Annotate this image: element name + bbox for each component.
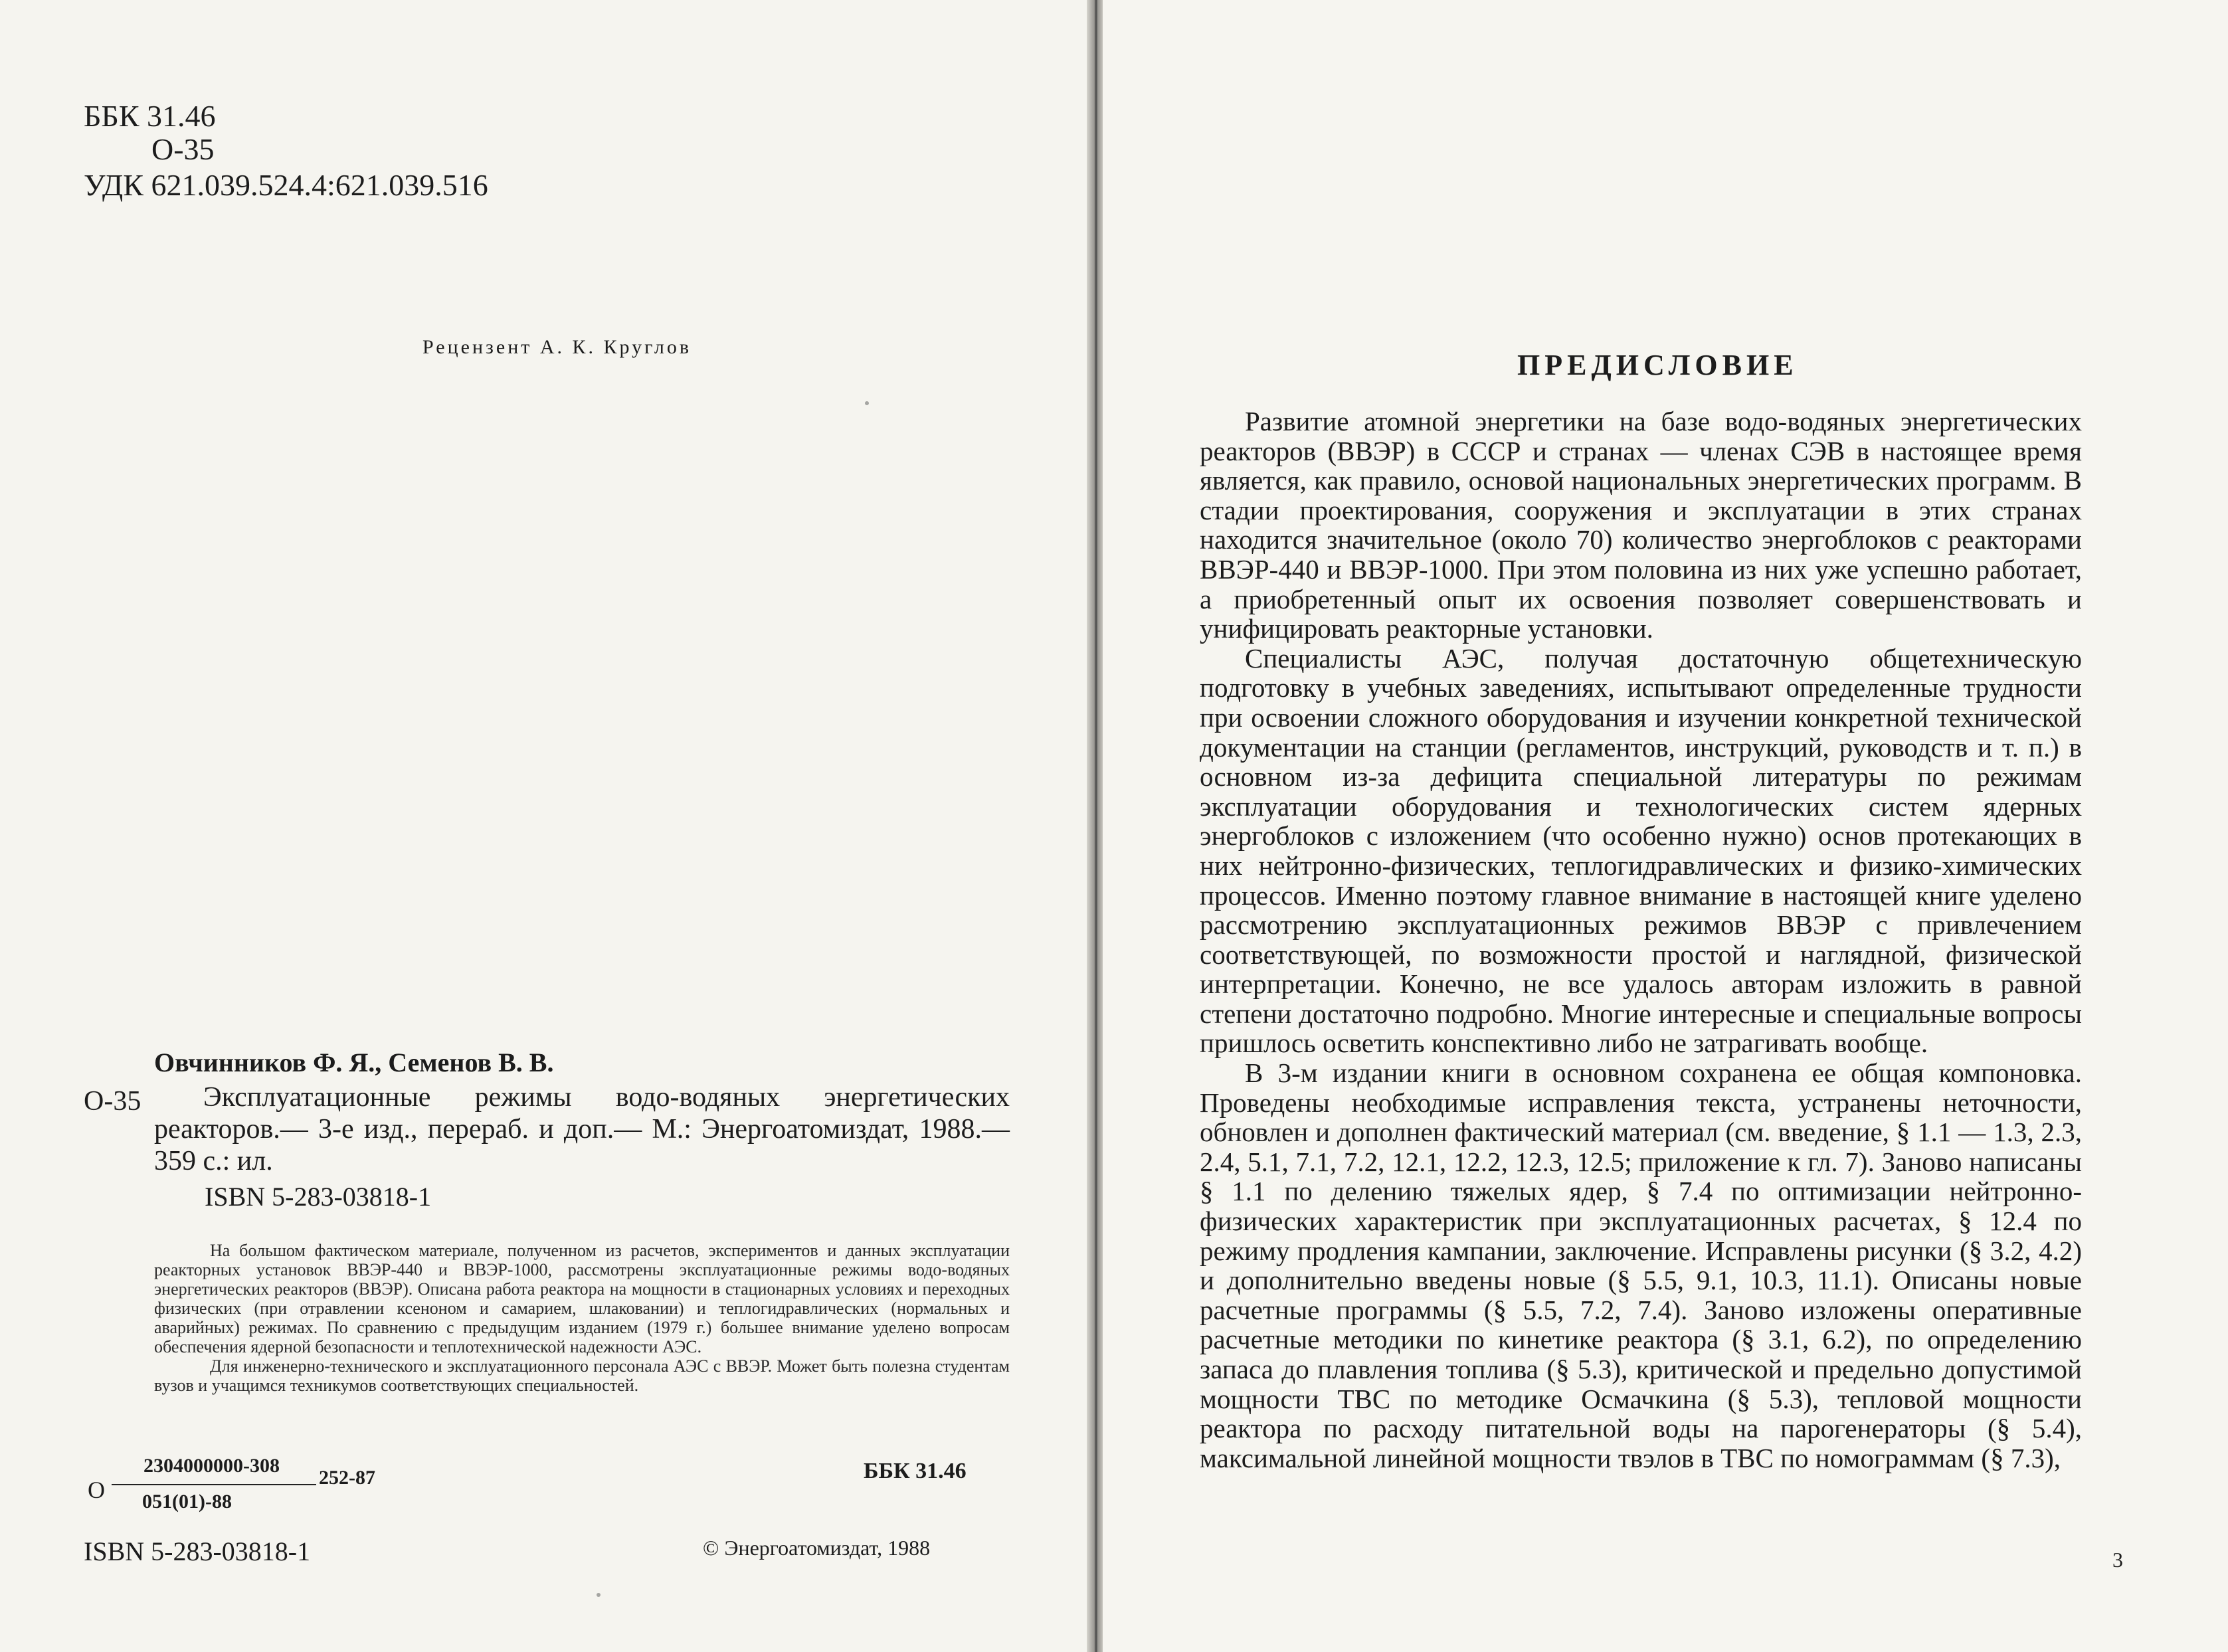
annotation — [154, 1241, 1010, 1395]
preface-paragraph: Развитие атомной энергетики на базе водо-водяных энергетических реакторов (ВВЭР) в СССР и странах — членах СЭВ в настоящее время является, как правило, основой национальных энергетических программ. В стадии проектирования, сооружения и эксплуатации в этих странах находится значительное (около 70) количество энергоблоков с реакторами ВВЭР-440 и ВВЭР-1000. При этом половина из них уже успешно работает, а приобретенный опыт их освоения позволяет совершенствовать и унифицировать реакторные установки. — [1200, 406, 2082, 644]
reviewer-line: Рецензент А. К. Круглов — [422, 336, 692, 358]
page-number: 3 — [2112, 1548, 2123, 1572]
paper-speck — [865, 401, 869, 405]
annotation-paragraph: На большом фактическом материале, полученном из расчетов, экспериментов и данных эксплуатации реакторных установок ВВЭР-440 и ВВЭР-1000, рассмотрены эксплуатационные режимы водо-водяных энергетических реакторов (ВВЭР). Описана работа реактора на мощности в стационарных условиях и переходных физических (при отравлении ксеноном и самарием, шлаковании) и теплогидравлических (нормальных и аварийных) режимах. По сравнению с предыдущим изданием (1979 г.) большее внимание уделено вопросам обеспечения ядерной безопасности и теплотехнической надежности АЭС. — [154, 1241, 1010, 1356]
right-page — [1103, 0, 2228, 1652]
bbk-code: ББК 31.46 — [84, 99, 216, 133]
author-sign-code: О-35 — [151, 132, 215, 166]
udk-code: УДК 621.039.524.4:621.039.516 — [84, 168, 488, 202]
isbn-bottom: ISBN 5-283-03818-1 — [84, 1536, 311, 1566]
authors: Овчинников Ф. Я., Семенов В. В. — [154, 1048, 554, 1077]
copyright: © Энергоатомиздат, 1988 — [703, 1536, 931, 1560]
publisher-code-right: 252-87 — [319, 1467, 375, 1489]
fraction-line — [112, 1484, 316, 1485]
publisher-code-letter: О — [88, 1477, 105, 1503]
preface-body — [1200, 407, 2082, 1473]
preface-paragraph: В 3-м издании книги в основном сохранена ее общая компоновка. Проведены необходимые исправления текста, устранены неточности, обновлен и дополнен фактический материал (см. введение, § 1.1 — 1.3, 2.3, 2.4, 5.1, 7.1, 7.2, 12.1, 12.2, 12.3, 12.5; приложение к гл. 7). Заново написаны § 1.1 по делению тяжелых ядер, § 7.4 по оптимизации нейтронно-физических характеристик при эксплуатационных расчетах, § 12.4 по режиму продления кампании, заключение. Исправлены рисунки (§ 3.2, 4.2) и дополнительно введены новые (§ 5.5, 9.1, 10.3, 11.1). Описаны новые расчетные программы (§ 5.5, 7.2, 7.4). Заново изложены оперативные расчетные методики по кинетике реактора (§ 3.1, 6.2), по определению запаса до плавления топлива (§ 5.3), критической и предельно допустимой мощности ТВС по методике Осмачкина (§ 5.3), тепловой мощности реактора по расходу питательной воды на парогенераторы (§ 5.4), максимальной линейной мощности твэлов в ТВС по номограммам (§ 7.3), — [1200, 1057, 2082, 1473]
publisher-code-numerator: 2304000000-308 — [143, 1455, 280, 1477]
author-sign-code-side: О-35 — [84, 1086, 141, 1117]
annotation-paragraph: Для инженерно-технического и эксплуатационного персонала АЭС с ВВЭР. Может быть полезна студентам вузов и учащимся техникумов соответствующих специальностей. — [154, 1356, 1010, 1395]
bbk-code-bottom: ББК 31.46 — [864, 1459, 967, 1483]
isbn-mid: ISBN 5-283-03818-1 — [205, 1182, 432, 1212]
paper-speck — [597, 1593, 601, 1597]
preface-title: ПРЕДИСЛОВИЕ — [1517, 349, 1798, 381]
bibliographic-description: Эксплуатационные режимы водо-водяных энергетических реакторов.— 3-е изд., перераб. и доп.— М.: Энергоатомиздат, 1988.— 359 с.: ил. — [154, 1082, 1010, 1176]
preface-paragraph: Специалисты АЭС, получая достаточную общетехническую подготовку в учебных заведениях, испытывают определенные трудности при освоении сложного оборудования и изучении конкретной технической документации на станции (регламентов, инструкций, руководств и т. п.) в основном из-за дефицита специальной литературы по режимам эксплуатации оборудования и технологических систем ядерных энергоблоков с изложением (что особенно нужно) основ протекающих в них нейтронно-физических, теплогидравлических и физико-химических процессов. Именно поэтому главное внимание в настоящей книге уделено рассмотрению эксплуатационных режимов ВВЭР с привлечением соответствующей, по возможности простой и наглядной, физической интерпретации. Конечно, не все удалось авторам изложить в равной степени достаточно подробно. Многие интересные и специальные вопросы пришлось осветить конспективно либо не затрагивать вообще. — [1200, 642, 2082, 1059]
left-page — [0, 0, 1089, 1652]
publisher-code-denominator: 051(01)-88 — [142, 1491, 232, 1513]
